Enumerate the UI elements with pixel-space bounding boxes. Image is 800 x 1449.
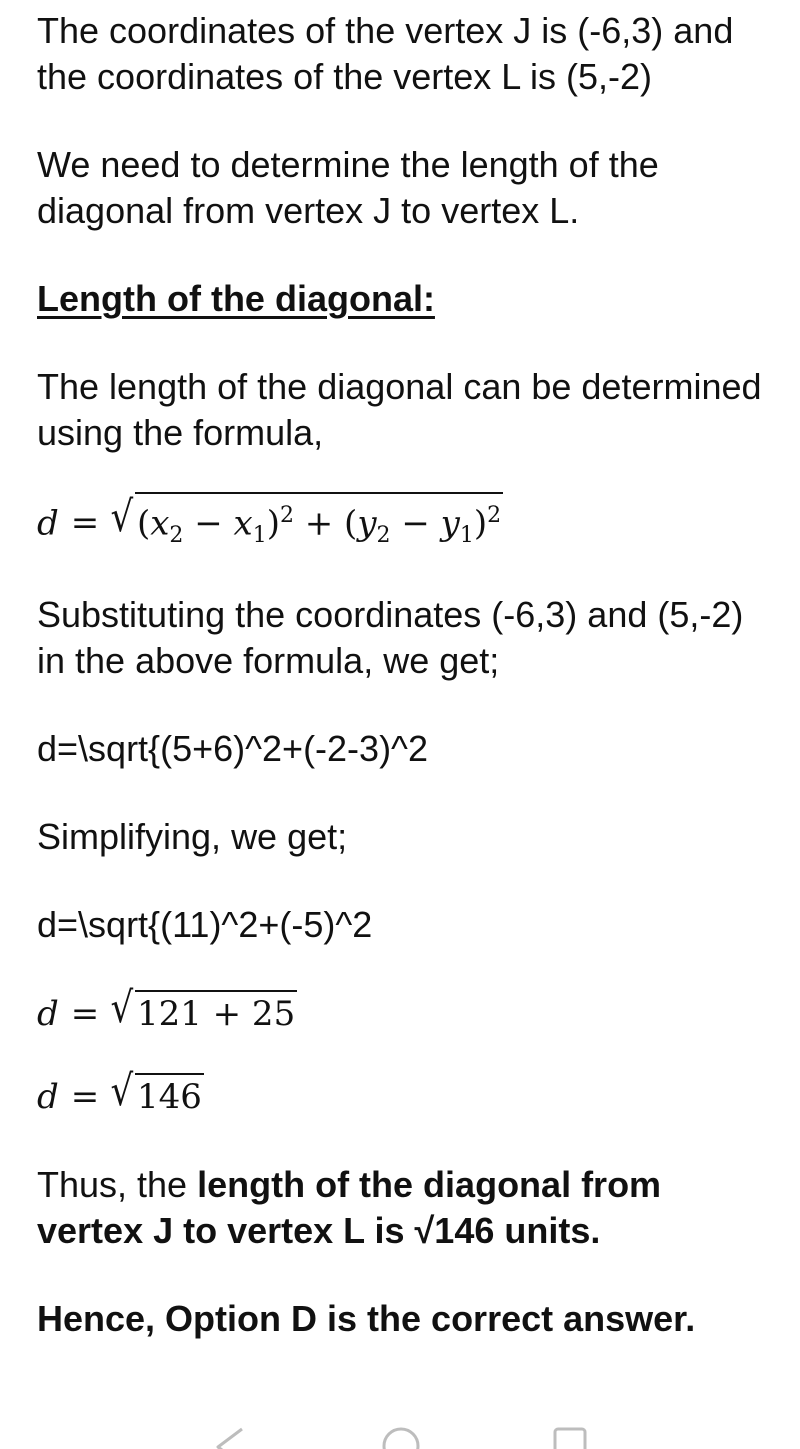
answer-content <box>37 8 777 1342</box>
radical-sign-icon: √ <box>110 983 134 1034</box>
conclusion-bold: length of the diagonal from vertex J to vertex L is √146 units. <box>37 1164 662 1252</box>
raw-latex-step-1: d=\sqrt{(5+6)^2+(-2-3)^2 <box>37 728 428 770</box>
paragraph-objective: We need to determine the length of the diagonal from vertex J to vertex L. <box>37 144 659 231</box>
section-heading: Length of the diagonal: <box>37 278 435 319</box>
distance-formula <box>37 492 777 556</box>
formula-equals: = <box>70 1077 100 1118</box>
formula-lhs: d <box>37 994 59 1035</box>
formula-step-4 <box>37 1066 777 1120</box>
conclusion-prefix: Thus, the <box>37 1164 198 1206</box>
radical-sign-icon: √ <box>110 1066 134 1117</box>
formula-sqrt <box>111 492 503 556</box>
paragraph-formula-intro: The length of the diagonal can be determined using the formula, <box>37 366 762 453</box>
formula-radicand: 121 + 25 <box>135 990 297 1034</box>
formula-equals: = <box>70 994 100 1035</box>
radical-sign-icon: √ <box>110 492 134 543</box>
formula-lhs: d <box>37 1077 59 1118</box>
formula-step-3 <box>37 983 777 1037</box>
recents-square-icon[interactable] <box>552 1425 588 1449</box>
formula-radicand: $(x_2 - x_1)^2 + (y_2 - y_1)^2$ <box>135 492 503 556</box>
paragraph-simplify: Simplifying, we get; <box>37 816 348 858</box>
raw-latex-step-2: d=\sqrt{(11)^2+(-5)^2 <box>37 904 373 946</box>
formula-equals: = <box>70 503 100 544</box>
android-nav-bar <box>0 1425 800 1449</box>
home-circle-icon[interactable] <box>380 1425 422 1449</box>
formula-sqrt <box>110 1066 204 1120</box>
formula-lhs: d <box>37 503 59 544</box>
back-triangle-icon[interactable] <box>210 1425 250 1449</box>
paragraph-conclusion <box>37 1162 777 1254</box>
formula-radicand: 146 <box>135 1073 204 1117</box>
paragraph-final-answer: Hence, Option D is the correct answer. <box>37 1298 696 1340</box>
paragraph-substitution: Substituting the coordinates (-6,3) and (5,-2) in the above formula, we get; <box>37 594 744 682</box>
formula-sqrt <box>110 983 297 1037</box>
paragraph-given-coordinates: The coordinates of the vertex J is (-6,3) and the coordinates of the vertex L is (5,-2) <box>37 10 734 97</box>
